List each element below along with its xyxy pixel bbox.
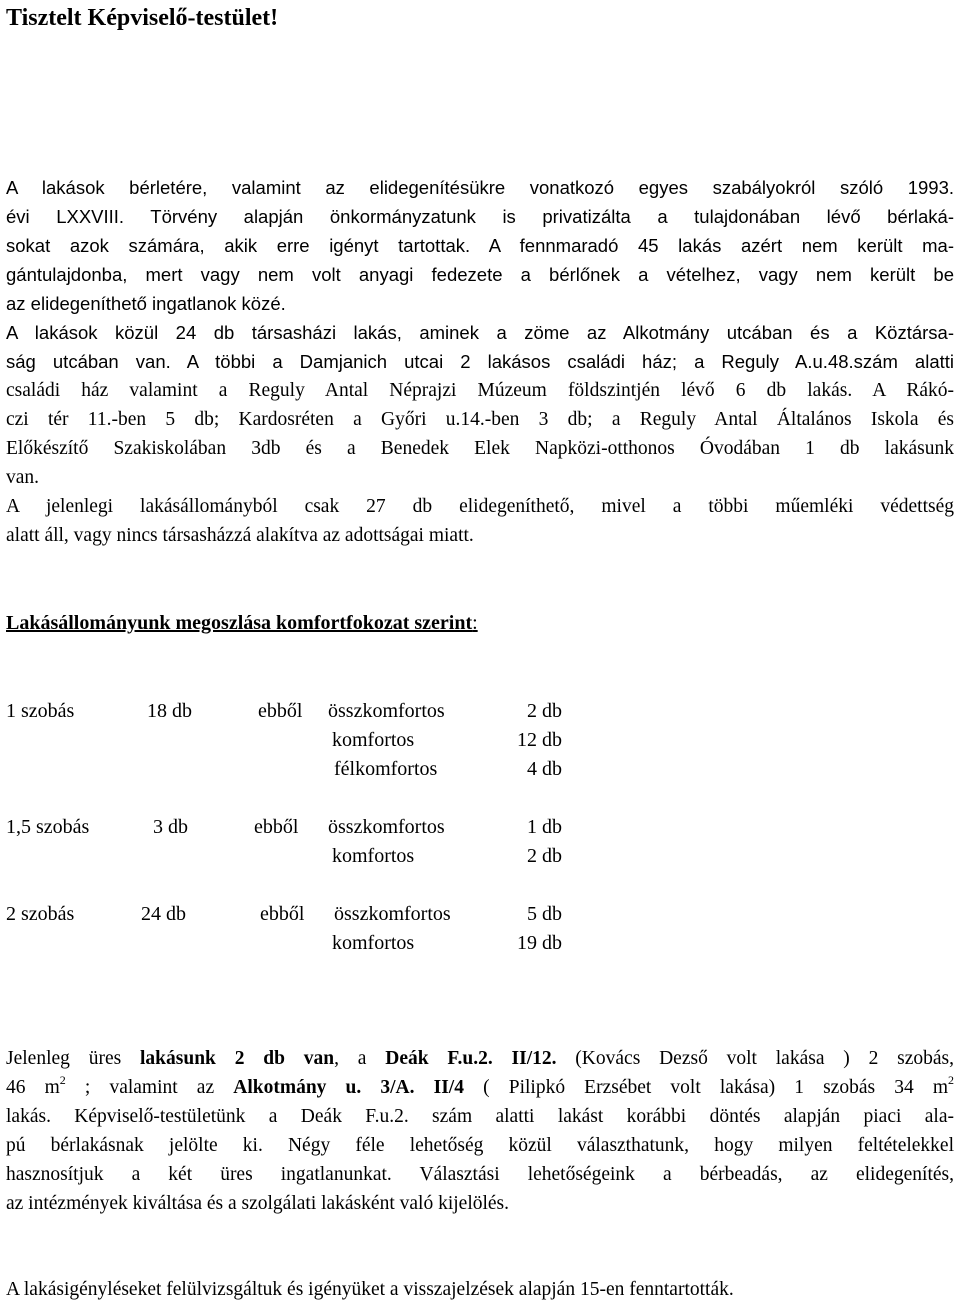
comfort-count: 2 db (527, 845, 562, 867)
table-heading (6, 609, 478, 637)
text-run: , a (334, 1048, 386, 1069)
table-heading-colon: : (472, 612, 478, 634)
text-line: hasznosítjuk a két üres ingatlanunkat. Választási lehetőségeink a bérbeadás, az elidegenítés, (6, 1164, 954, 1185)
text-line: lakás. Képviselő-testületünk a Deák F.u.2. szám alatti lakást korábbi döntés alapján piaci ala- (6, 1106, 954, 1127)
rooms-count: 18 db (147, 700, 192, 722)
bold-run: Deák F.u.2. II/12. (385, 1048, 557, 1069)
rooms-label: 1 szobás (6, 700, 75, 722)
text-line: Előkészítő Szakiskolában 3db és a Benedek Elek Napközi-otthonos Óvodában 1 db lakásunk (6, 438, 954, 459)
text-run: ; valamint az (65, 1077, 234, 1098)
comfort-count: 12 db (517, 729, 562, 751)
comfort-count: 1 db (527, 816, 562, 838)
comfort-count: 2 db (527, 700, 562, 722)
text-run: (Kovács Dezső volt lakása ) 2 szobás, (556, 1048, 955, 1069)
text-line: A lakásigényléseket felülvizsgáltuk és igényüket a visszajelzések alapján 15-en fenntartották. (6, 1279, 734, 1300)
text-line: gántulajdonba, mert vagy nem volt anyagi fedezete a bérlőnek a vételhez, vagy nem került be (6, 264, 954, 285)
text-run: ( Pilipkó Erzsébet volt lakása) 1 szobás 34 m (463, 1077, 948, 1098)
text-line: alatt áll, vagy nincs társasházzá alakítva az adottságai miatt. (6, 525, 474, 546)
page-title: Tisztelt Képviselő-testület! (6, 5, 279, 31)
comfort-type: összkomfortos (328, 816, 445, 838)
bold-run: Alkotmány u. 3/A. II/4 (233, 1077, 464, 1098)
comfort-count: 19 db (517, 932, 562, 954)
text-run: Jelenleg üres (6, 1048, 140, 1069)
text-line: pú bérlakásnak jelölte ki. Négy féle lehetőség közül választhatunk, hogy milyen feltételekkel (6, 1135, 954, 1156)
rooms-label: 1,5 szobás (6, 816, 90, 838)
text-line: az intézmények kiváltása és a szolgálati lakásként való kijelölés. (6, 1193, 510, 1214)
comfort-type: komfortos (332, 729, 415, 751)
rooms-count: 3 db (153, 816, 188, 838)
text-line: A lakások közül 24 db társasházi lakás, aminek a zöme az Alkotmány utcában és a Köztársa- (6, 322, 954, 343)
ebbol-label: ebből (254, 816, 299, 838)
text-line: van. (6, 467, 40, 488)
comfort-type: komfortos (332, 845, 415, 867)
ebbol-label: ebből (258, 700, 303, 722)
superscript: 2 (948, 1072, 954, 1087)
text-line: A lakások bérletére, valamint az elidegenítésükre vonatkozó egyes szabályokról szóló 1993. (6, 177, 954, 198)
comfort-type: összkomfortos (328, 700, 445, 722)
comfort-type: összkomfortos (334, 903, 451, 925)
text-line (6, 1074, 954, 1102)
text-line: sokat azok számára, akik erre igényt tartottak. A fennmaradó 45 lakás azért nem került ma- (6, 235, 954, 256)
bold-run: lakásunk 2 db van (140, 1048, 335, 1069)
text-line: ság utcában van. A többi a Damjanich utcai 2 lakásos családi ház; a Reguly A.u.48.szám alatti (6, 351, 954, 372)
text-line (6, 1045, 954, 1073)
superscript: 2 (59, 1072, 66, 1087)
rooms-label: 2 szobás (6, 903, 75, 925)
text-line: czi tér 11.-ben 5 db; Kardosréten a Győri u.14.-ben 3 db; a Reguly Antal Általános Iskola és (6, 409, 954, 430)
text-line: A jelenlegi lakásállományból csak 27 db elidegeníthető, mivel a többi műemléki védettség (6, 496, 954, 517)
comfort-type: komfortos (332, 932, 415, 954)
text-line: évi LXXVIII. Törvény alapján önkormányzatunk is privatizálta a tulajdonában lévő bérlaká- (6, 206, 954, 227)
comfort-count: 5 db (527, 903, 562, 925)
text-line: az elidegeníthető ingatlanok közé. (6, 293, 286, 314)
text-line: családi ház valamint a Reguly Antal Néprajzi Múzeum földszintjén lévő 6 db lakás. A Rákó- (6, 380, 954, 401)
rooms-count: 24 db (141, 903, 186, 925)
comfort-type: félkomfortos (334, 758, 438, 780)
comfort-count: 4 db (527, 758, 562, 780)
table-heading-text: Lakásállományunk megoszlása komfortfokozat szerint (6, 612, 473, 634)
ebbol-label: ebből (260, 903, 305, 925)
text-run: 46 m (6, 1077, 60, 1098)
